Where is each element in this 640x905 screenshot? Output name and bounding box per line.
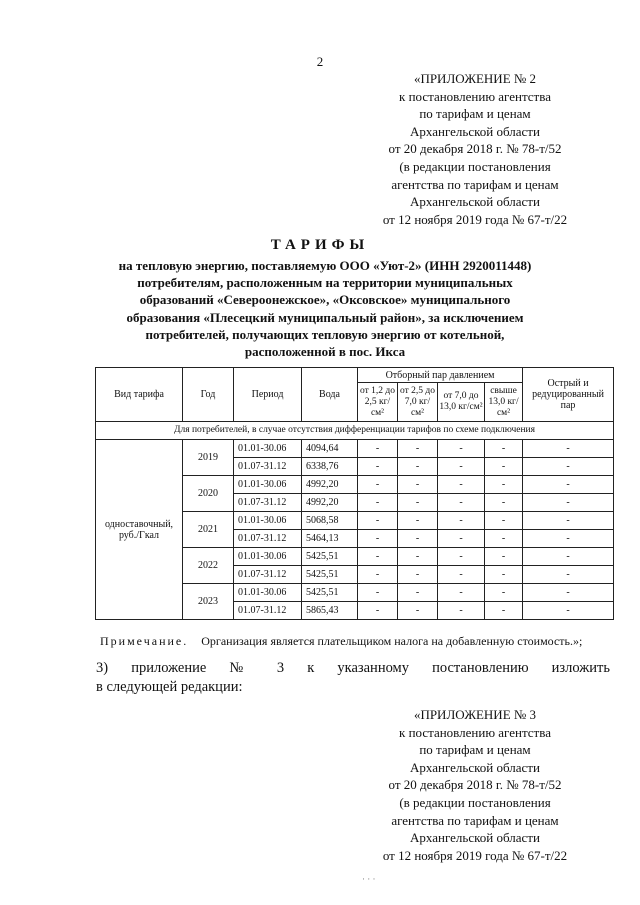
sharp-steam-cell: - [523,512,614,530]
footnote [100,634,582,649]
steam-1-cell: - [358,566,398,584]
year-cell: 2022 [183,548,234,584]
water-cell: 5425,51 [302,548,358,566]
period-cell: 01.01-30.06 [234,440,302,458]
footnote-label: Примечание. [100,634,189,648]
appendix-line: по тарифам и ценам [419,106,531,122]
steam-1-cell: - [358,440,398,458]
steam-4-cell: - [485,476,523,494]
table-row [96,440,614,458]
steam-4-cell: - [485,530,523,548]
steam-4-cell: - [485,602,523,620]
subtitle-line: образований «Североонежское», «Оксовское» муниципального [139,292,511,308]
appendix-line: Архангельской области [410,759,540,775]
sharp-steam-cell: - [523,566,614,584]
appendix-header-top [340,70,610,228]
steam-3-cell: - [438,476,485,494]
steam-2-cell: - [398,512,438,530]
subtitle-line: расположенной в пос. Икса [244,344,406,360]
subtitle-line: потребителей, получающих тепловую энергию от котельной, [145,326,505,342]
water-cell: 5425,51 [302,584,358,602]
steam-2-cell: - [398,548,438,566]
paragraph-3-line2: в следующей редакции: [96,679,243,695]
scan-mark: · · · [362,874,376,884]
document-subtitle [100,257,550,360]
steam-3-cell: - [438,458,485,476]
steam-1-cell: - [358,602,398,620]
header-steam-2: от 2,5 до 7,0 кг/см² [398,383,438,422]
appendix-line: к постановлению агентства [399,88,551,104]
header-period: Период [234,368,302,422]
year-cell: 2020 [183,476,234,512]
steam-2-cell: - [398,476,438,494]
appendix-line: от 12 ноября 2019 года № 67-т/22 [382,211,568,227]
steam-3-cell: - [438,566,485,584]
steam-1-cell: - [358,584,398,602]
sharp-steam-cell: - [523,584,614,602]
sharp-steam-cell: - [523,440,614,458]
appendix-line: от 12 ноября 2019 года № 67-т/22 [382,847,568,863]
steam-2-cell: - [398,566,438,584]
steam-1-cell: - [358,512,398,530]
steam-4-cell: - [485,494,523,512]
sharp-steam-cell: - [523,494,614,512]
steam-1-cell: - [358,494,398,512]
header-water: Вода [302,368,358,422]
steam-2-cell: - [398,440,438,458]
water-cell: 5068,58 [302,512,358,530]
sharp-steam-cell: - [523,602,614,620]
period-cell: 01.07-31.12 [234,566,302,584]
sharp-steam-cell: - [523,530,614,548]
steam-4-cell: - [485,566,523,584]
steam-4-cell: - [485,458,523,476]
water-cell: 5865,43 [302,602,358,620]
appendix-line: от 20 декабря 2018 г. № 78-т/52 [388,777,562,793]
consumer-note-row: Для потребителей, в случае отсутствия дифференциации тарифов по схеме подключения [96,422,614,440]
header-steam-group: Отборный пар давлением [358,368,523,383]
header-steam-1: от 1,2 до 2,5 кг/см² [358,383,398,422]
steam-3-cell: - [438,494,485,512]
period-cell: 01.07-31.12 [234,458,302,476]
appendix-line: Архангельской области [410,123,540,139]
subtitle-line: на тепловую энергию, поставляемую ООО «Уют-2» (ИНН 2920011448) [118,258,532,273]
period-cell: 01.01-30.06 [234,476,302,494]
period-cell: 01.07-31.12 [234,530,302,548]
appendix-line: по тарифам и ценам [419,742,531,758]
steam-3-cell: - [438,602,485,620]
tariff-table [95,367,614,620]
appendix-line: (в редакции постановления [399,794,551,810]
subtitle-line: потребителям, расположенным на территории муниципальных [137,275,513,291]
period-cell: 01.01-30.06 [234,584,302,602]
sharp-steam-cell: - [523,548,614,566]
water-cell: 6338,76 [302,458,358,476]
steam-2-cell: - [398,494,438,512]
appendix-line: от 20 декабря 2018 г. № 78-т/52 [388,141,562,157]
appendix-header-bottom [340,706,610,864]
tariff-type-cell: одноставочный, руб./Гкал [96,440,183,620]
period-cell: 01.07-31.12 [234,494,302,512]
period-cell: 01.01-30.06 [234,548,302,566]
steam-3-cell: - [438,440,485,458]
year-cell: 2023 [183,584,234,620]
appendix-line: (в редакции постановления [399,158,551,174]
header-steam-4: свыше 13,0 кг/см² [485,383,523,422]
steam-2-cell: - [398,602,438,620]
steam-1-cell: - [358,476,398,494]
appendix-line: «ПРИЛОЖЕНИЕ № 3 [413,707,537,722]
steam-2-cell: - [398,458,438,476]
page-number: 2 [316,54,324,69]
steam-4-cell: - [485,548,523,566]
steam-4-cell: - [485,440,523,458]
steam-1-cell: - [358,458,398,476]
header-tariff-type: Вид тарифа [96,368,183,422]
steam-2-cell: - [398,584,438,602]
subtitle-line: образования «Плесецкий муниципальный район», за исключением [126,309,524,325]
period-cell: 01.07-31.12 [234,602,302,620]
header-year: Год [183,368,234,422]
steam-3-cell: - [438,512,485,530]
period-cell: 01.01-30.06 [234,512,302,530]
year-cell: 2019 [183,440,234,476]
sharp-steam-cell: - [523,476,614,494]
steam-3-cell: - [438,548,485,566]
appendix-line: агентства по тарифам и ценам [391,812,559,828]
footnote-text: Организация является плательщиком налога на добавленную стоимость.»; [201,634,583,648]
water-cell: 4992,20 [302,494,358,512]
water-cell: 4094,64 [302,440,358,458]
year-cell: 2021 [183,512,234,548]
water-cell: 5425,51 [302,566,358,584]
appendix-line: Архангельской области [410,830,540,846]
steam-2-cell: - [398,530,438,548]
sharp-steam-cell: - [523,458,614,476]
water-cell: 4992,20 [302,476,358,494]
steam-4-cell: - [485,512,523,530]
steam-1-cell: - [358,548,398,566]
appendix-line: «ПРИЛОЖЕНИЕ № 2 [413,71,537,86]
steam-1-cell: - [358,530,398,548]
header-steam-3: от 7,0 до 13,0 кг/см² [438,383,485,422]
appendix-line: агентства по тарифам и ценам [391,176,559,192]
appendix-line: Архангельской области [410,194,540,210]
steam-4-cell: - [485,584,523,602]
water-cell: 5464,13 [302,530,358,548]
appendix-line: к постановлению агентства [399,724,551,740]
steam-3-cell: - [438,530,485,548]
document-title: ТАРИФЫ [270,237,370,253]
header-sharp-steam: Острый и редуцированный пар [523,368,614,422]
paragraph-3-line1: 3) приложение № 3 к указанному постановлению изложить [96,660,610,676]
steam-3-cell: - [438,584,485,602]
